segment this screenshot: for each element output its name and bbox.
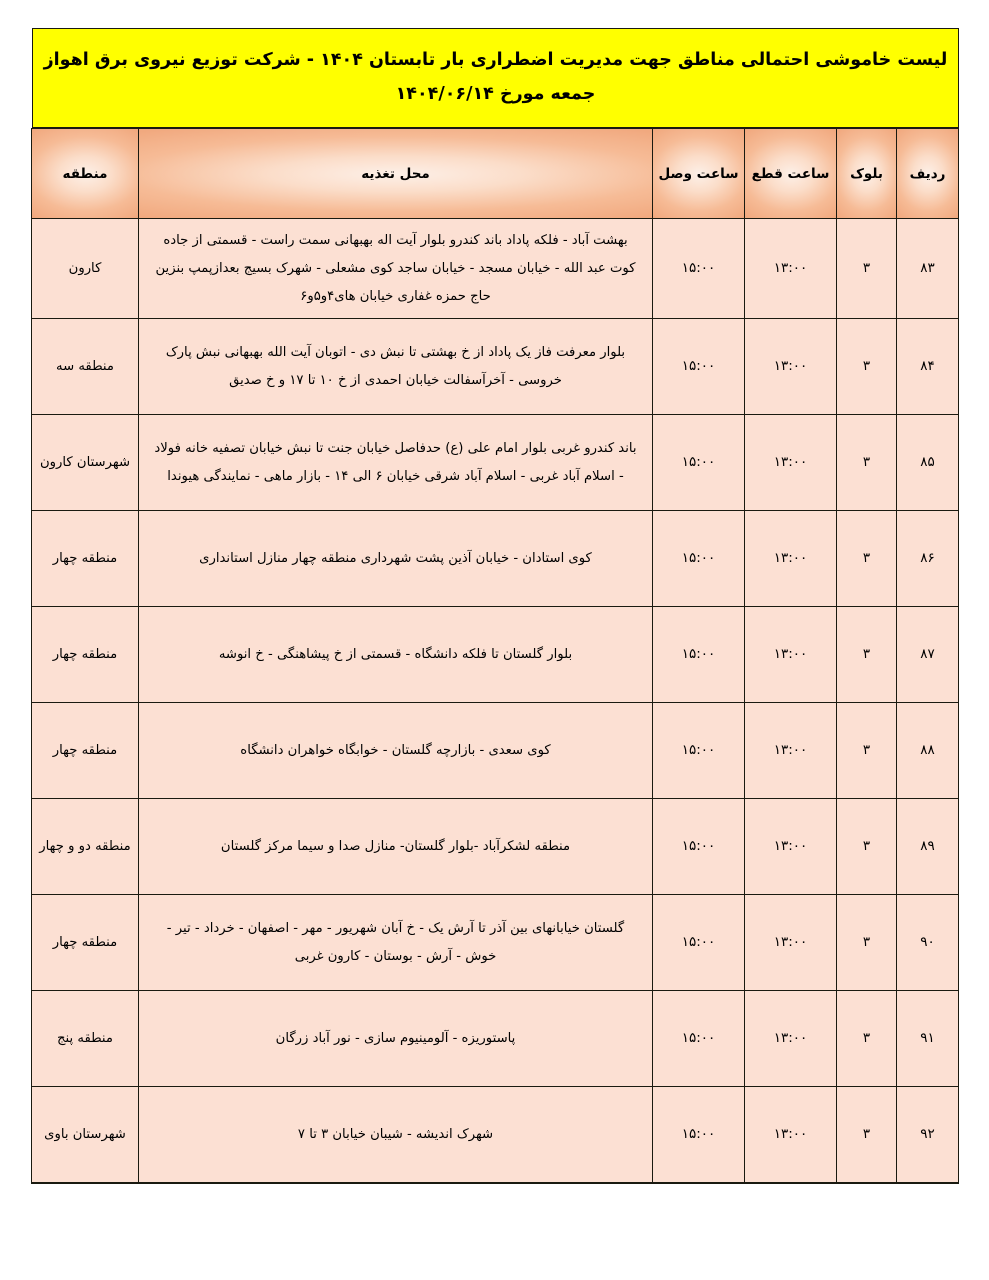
cell-block: ۳ [837,219,897,319]
cell-region: کارون [32,219,139,319]
cell-disconnect-time: ۱۳:۰۰ [745,703,837,799]
cell-feed-location: کوی سعدی - بازارچه گلستان - خوابگاه خواهران دانشگاه [139,703,653,799]
cell-radif: ۹۱ [897,991,959,1087]
table-row [32,415,959,511]
title-banner [32,28,959,128]
title-line-primary: لیست خاموشی احتمالی مناطق جهت مدیریت اضطراری بار تابستان ۱۴۰۴ - شرکت توزیع نیروی برق اهواز [43,50,948,70]
cell-feed-location: بلوار گلستان تا فلکه دانشگاه - قسمتی از خ پیشاهنگی - خ انوشه [139,607,653,703]
outage-schedule-table [31,128,959,1184]
cell-region: منطقه چهار [32,703,139,799]
cell-connect-time: ۱۵:۰۰ [653,991,745,1087]
table-row [32,703,959,799]
cell-block: ۳ [837,415,897,511]
cell-radif: ۸۸ [897,703,959,799]
cell-radif: ۸۵ [897,415,959,511]
table-row [32,895,959,991]
cell-radif: ۸۹ [897,799,959,895]
cell-block: ۳ [837,991,897,1087]
cell-feed-location: باند کندرو غربی بلوار امام علی (ع) حدفاصل خیابان جنت تا نبش خیابان تصفیه خانه فولاد - اسلام آباد غربی - اسلام آباد شرقی خیابان ۶ الی ۱۴ - بازار ماهی - نمایندگی هیوندا [139,415,653,511]
cell-radif: ۹۲ [897,1087,959,1183]
cell-disconnect-time: ۱۳:۰۰ [745,1087,837,1183]
schedule-sheet [32,28,959,1184]
cell-disconnect-time: ۱۳:۰۰ [745,895,837,991]
cell-connect-time: ۱۵:۰۰ [653,319,745,415]
title-line-date: جمعه مورخ ۱۴۰۴/۰۶/۱۴ [395,84,596,105]
column-header-radif: ردیف [897,129,959,219]
cell-region: منطقه دو و چهار [32,799,139,895]
column-header-region: منطقه [32,129,139,219]
cell-radif: ۸۴ [897,319,959,415]
cell-region: شهرستان کارون [32,415,139,511]
cell-block: ۳ [837,895,897,991]
cell-feed-location: شهرک اندیشه - شیبان خیابان ۳ تا ۷ [139,1087,653,1183]
cell-feed-location: پاستوریزه - آلومینیوم سازی - نور آباد زرگان [139,991,653,1087]
table-row [32,511,959,607]
cell-connect-time: ۱۵:۰۰ [653,415,745,511]
table-row [32,219,959,319]
table-row [32,607,959,703]
table-body [32,219,959,1183]
header-row [32,129,959,219]
cell-region: منطقه چهار [32,607,139,703]
cell-region: منطقه چهار [32,511,139,607]
cell-disconnect-time: ۱۳:۰۰ [745,219,837,319]
table-row [32,799,959,895]
cell-connect-time: ۱۵:۰۰ [653,1087,745,1183]
cell-block: ۳ [837,319,897,415]
cell-disconnect-time: ۱۳:۰۰ [745,415,837,511]
cell-feed-location: بهشت آباد - فلکه پاداد باند کندرو بلوار آیت اله بهبهانی سمت راست - قسمتی از جاده کوت عبد الله - خیابان مسجد - خیابان ساجد کوی مشعلی - شهرک بسیج بعدازپمپ بنزین حاج حمزه غفاری خیابان های۴و۵و۶ [139,219,653,319]
cell-disconnect-time: ۱۳:۰۰ [745,319,837,415]
cell-connect-time: ۱۵:۰۰ [653,703,745,799]
cell-disconnect-time: ۱۳:۰۰ [745,991,837,1087]
cell-radif: ۸۳ [897,219,959,319]
column-header-disconnect-time: ساعت قطع [745,129,837,219]
cell-block: ۳ [837,703,897,799]
cell-disconnect-time: ۱۳:۰۰ [745,799,837,895]
cell-feed-location: بلوار معرفت فاز یک پاداد از خ بهشتی تا نبش دی - اتوبان آیت الله بهبهانی نبش پارک خروسی - آخرآسفالت خیابان احمدی از خ ۱۰ تا ۱۷ و خ صدیق [139,319,653,415]
table-row [32,1087,959,1183]
column-header-connect-time: ساعت وصل [653,129,745,219]
cell-block: ۳ [837,799,897,895]
cell-feed-location: گلستان خیابانهای بین آذر تا آرش یک - خ آبان شهریور - مهر - اصفهان - خرداد - تیر - خوش - آرش - بوستان - کارون غربی [139,895,653,991]
cell-region: منطقه پنج [32,991,139,1087]
cell-connect-time: ۱۵:۰۰ [653,799,745,895]
cell-region: منطقه چهار [32,895,139,991]
cell-region: منطقه سه [32,319,139,415]
table-row [32,991,959,1087]
cell-connect-time: ۱۵:۰۰ [653,219,745,319]
table-header [32,129,959,219]
cell-block: ۳ [837,607,897,703]
cell-block: ۳ [837,1087,897,1183]
cell-disconnect-time: ۱۳:۰۰ [745,607,837,703]
cell-radif: ۸۶ [897,511,959,607]
cell-connect-time: ۱۵:۰۰ [653,511,745,607]
cell-radif: ۹۰ [897,895,959,991]
cell-connect-time: ۱۵:۰۰ [653,895,745,991]
cell-radif: ۸۷ [897,607,959,703]
cell-feed-location: منطقه لشکرآباد -بلوار گلستان- منازل صدا و سیما مرکز گلستان [139,799,653,895]
cell-disconnect-time: ۱۳:۰۰ [745,511,837,607]
cell-block: ۳ [837,511,897,607]
cell-feed-location: کوی استادان - خیابان آذین پشت شهرداری منطقه چهار منازل استانداری [139,511,653,607]
table-row [32,319,959,415]
column-header-block: بلوک [837,129,897,219]
cell-connect-time: ۱۵:۰۰ [653,607,745,703]
cell-region: شهرستان باوی [32,1087,139,1183]
column-header-feed-location: محل تغذیه [139,129,653,219]
